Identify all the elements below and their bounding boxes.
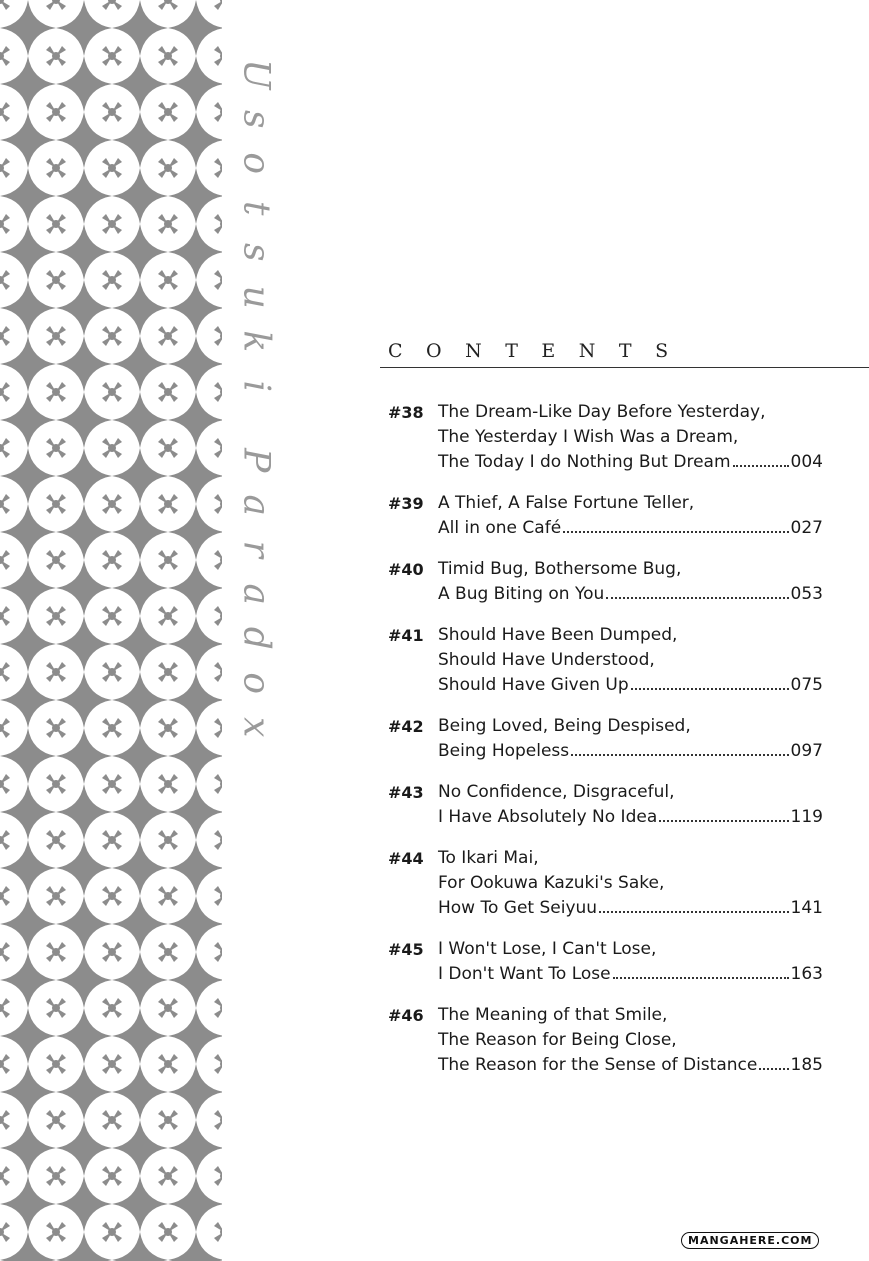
dot-leader: [606, 597, 788, 599]
chapter-number: #42: [388, 717, 424, 736]
dot-leader: [733, 465, 789, 467]
chapter-title-text: I Have Absolutely No Idea: [438, 807, 658, 827]
dot-leader: [599, 911, 788, 913]
chapter-number: #39: [388, 494, 424, 513]
title-character: x: [235, 717, 277, 738]
chapter-number: #40: [388, 560, 424, 579]
chapter-number: #46: [388, 1006, 424, 1025]
chapter-title-line: Timid Bug, Bothersome Bug,: [438, 559, 682, 579]
title-character: P: [235, 448, 277, 473]
title-character: a: [235, 583, 277, 605]
chapter-number: #43: [388, 783, 424, 802]
chapter-title-text: The Reason for the Sense of Distance: [438, 1055, 758, 1075]
toc-entry: [388, 937, 848, 987]
title-character: r: [235, 540, 277, 558]
toc-entry: [388, 780, 848, 830]
toc-entry: [388, 623, 848, 698]
chapter-title-line: I Won't Lose, I Can't Lose,: [438, 939, 657, 959]
dot-leader: [563, 531, 788, 533]
toc-entry: [388, 714, 848, 764]
page-number: 141: [790, 898, 823, 918]
chapter-title-text: Being Hopeless: [438, 741, 570, 761]
decorative-pattern-strip: [0, 0, 222, 1261]
title-character: s: [235, 243, 277, 262]
title-character: a: [235, 494, 277, 516]
page-number: 053: [790, 584, 823, 604]
chapter-title-line: [438, 1053, 823, 1078]
page-number: 027: [790, 518, 823, 538]
contents-divider: [380, 367, 869, 368]
title-character: s: [235, 109, 277, 128]
chapter-title-text: A Bug Biting on You: [438, 584, 605, 604]
chapter-title-line: [438, 516, 823, 541]
chapter-title-line: [438, 450, 823, 475]
chapter-title-text: I Don't Want To Lose: [438, 964, 611, 984]
page-number: 075: [790, 675, 823, 695]
dot-leader: [759, 1068, 788, 1070]
toc-entry: [388, 1003, 848, 1078]
chapter-title-line: [438, 962, 823, 987]
chapter-title-line: [438, 739, 823, 764]
dot-leader: [659, 820, 788, 822]
chapter-title-line: [438, 805, 823, 830]
contents-heading: CONTENTS: [388, 340, 692, 362]
toc-entry: [388, 491, 848, 541]
chapter-number: #38: [388, 403, 424, 422]
vertical-series-title: [226, 52, 276, 750]
chapter-title-line: Being Loved, Being Despised,: [438, 716, 691, 736]
chapter-title-line: Should Have Understood,: [438, 650, 655, 670]
chapter-title-line: To Ikari Mai,: [438, 848, 539, 868]
table-of-contents: [388, 400, 848, 1094]
page-number: 185: [790, 1055, 823, 1075]
dot-leader: [571, 754, 788, 756]
chapter-title-line: For Ookuwa Kazuki's Sake,: [438, 873, 665, 893]
chapter-title-line: A Thief, A False Fortune Teller,: [438, 493, 695, 513]
dot-leader: [631, 688, 789, 690]
chapter-title-text: How To Get Seiyuu: [438, 898, 598, 918]
chapter-title-text: All in one Café: [438, 518, 562, 538]
chapter-number: #45: [388, 940, 424, 959]
toc-entry: [388, 557, 848, 607]
title-character: i: [235, 379, 277, 392]
chapter-title-line: No Confidence, Disgraceful,: [438, 782, 675, 802]
chapter-title-line: [438, 896, 823, 921]
chapter-title-line: The Meaning of that Smile,: [438, 1005, 668, 1025]
chapter-title-line: [438, 673, 823, 698]
title-character: d: [235, 626, 277, 650]
chapter-number: #41: [388, 626, 424, 645]
toc-entry: [388, 846, 848, 921]
dot-leader: [613, 977, 789, 979]
title-character: t: [235, 200, 277, 215]
chapter-title-line: The Yesterday I Wish Was a Dream,: [438, 427, 739, 447]
title-character: o: [235, 671, 277, 694]
chapter-title-line: The Dream-Like Day Before Yesterday,: [438, 402, 766, 422]
page-number: 004: [790, 452, 823, 472]
page-number: 163: [790, 964, 823, 984]
title-character: U: [235, 59, 277, 90]
chapter-number: #44: [388, 849, 424, 868]
chapter-title-line: Should Have Been Dumped,: [438, 625, 678, 645]
site-watermark: MANGAHERE.COM: [681, 1232, 819, 1249]
title-character: o: [235, 152, 277, 175]
page-number: 097: [790, 741, 823, 761]
chapter-title-text: Should Have Given Up: [438, 675, 629, 695]
toc-entry: [388, 400, 848, 475]
page-number: 119: [790, 807, 823, 827]
chapter-title-line: [438, 582, 823, 607]
chapter-title-text: The Today I do Nothing But Dream: [438, 452, 731, 472]
title-character: u: [235, 285, 277, 309]
title-character: k: [235, 330, 277, 353]
chapter-title-line: The Reason for Being Close,: [438, 1030, 677, 1050]
